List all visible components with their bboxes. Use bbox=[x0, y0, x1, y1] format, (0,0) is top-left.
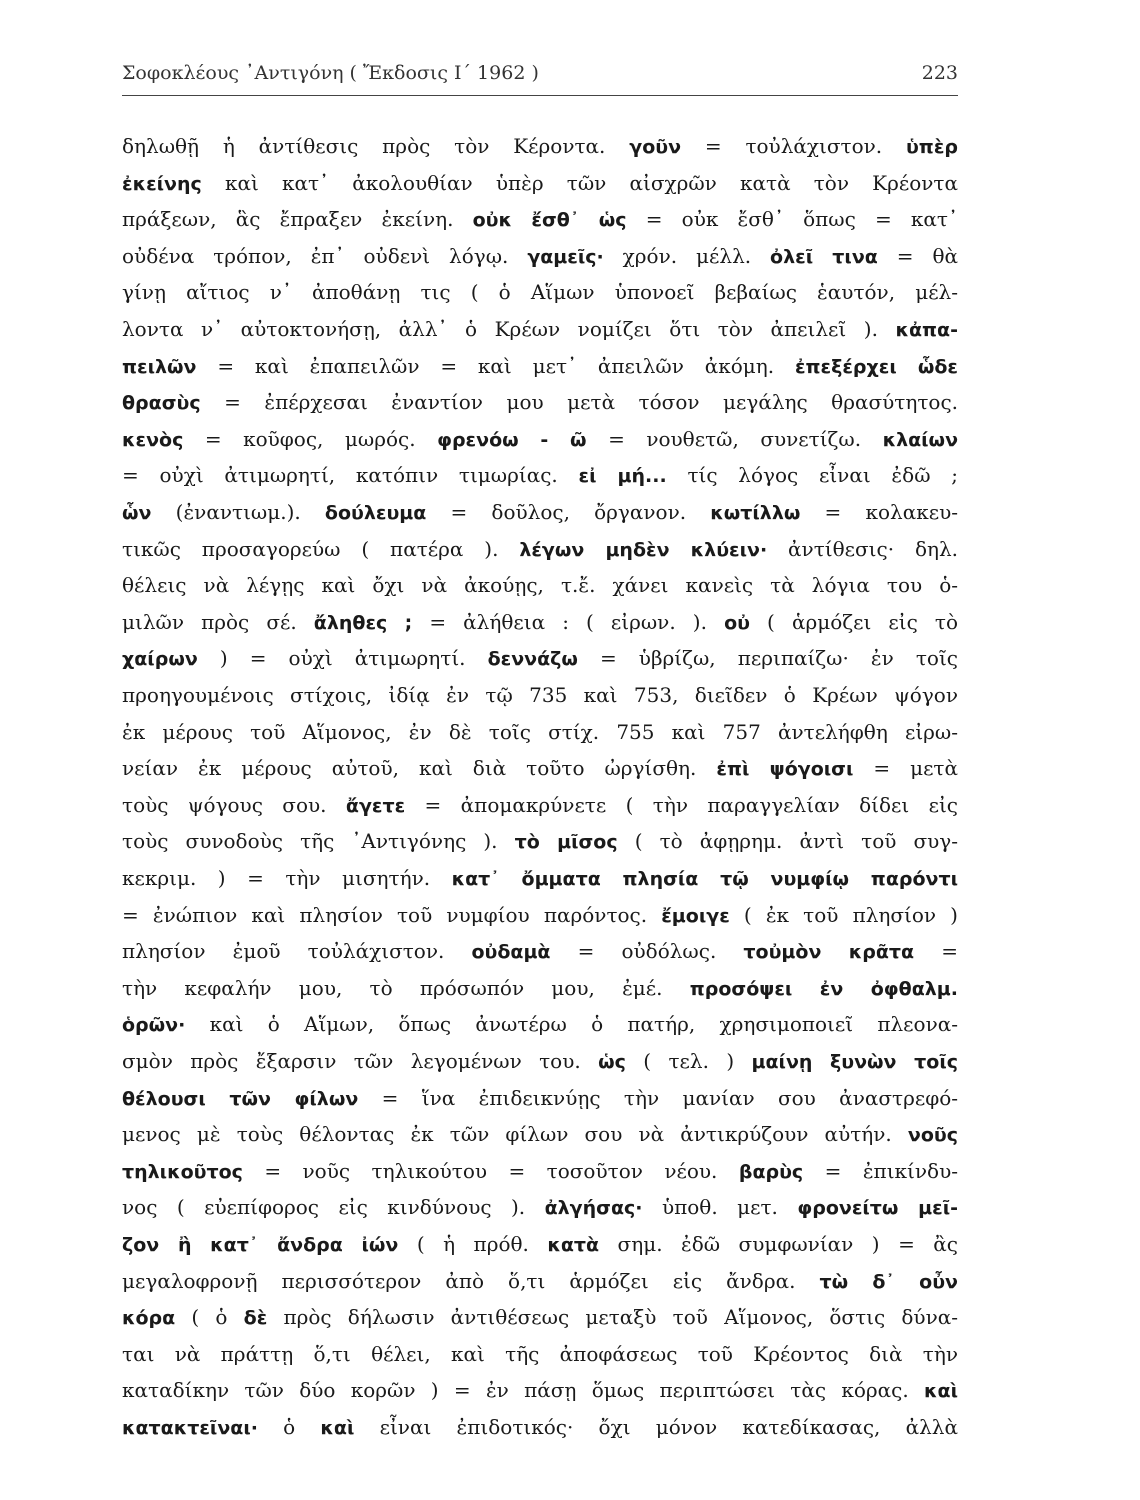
gloss-text: = bbox=[914, 939, 958, 964]
gloss-text: κεκριμ. ) = τὴν μισητήν. bbox=[122, 866, 452, 890]
gloss-text: σμὸν πρὸς ἔξαρσιν τῶν λεγομένων του. bbox=[122, 1049, 599, 1073]
text-line bbox=[122, 1226, 958, 1262]
lemma-term: θέλουσι τῶν φίλων bbox=[122, 1087, 359, 1110]
gloss-text: (ἐναντιωμ.). bbox=[151, 500, 325, 524]
gloss-text: τοὺς συνοδοὺς τῆς ᾿Αντιγόνης ). bbox=[122, 829, 515, 854]
gloss-text: προηγουμένοις στίχοις, ἰδίᾳ ἐν τῷ 735 καὶ 753, διεῖδεν ὁ Κρέων ψόγον bbox=[122, 683, 958, 707]
gloss-text: θέλεις νὰ λέγῃς καὶ ὄχι νὰ ἀκούῃς, τ.ἔ. χάνει κανεὶς τὰ λόγια του ὁ- bbox=[122, 573, 958, 598]
gloss-text: ὁ bbox=[257, 1415, 321, 1439]
text-line bbox=[122, 1336, 958, 1372]
text-line bbox=[122, 823, 958, 859]
gloss-text: = ἐπέρχεσαι ἐναντίον μου μετὰ τόσον μεγάλης θρασύτητος. bbox=[200, 390, 958, 415]
gloss-text: ( ἐκ τοῦ πλησίον ) bbox=[729, 902, 958, 927]
lemma-term: ἐπεξέρχει ὧδε bbox=[794, 355, 958, 378]
lemma-term: ἐκείνης bbox=[122, 172, 202, 195]
lemma-term: λέγων μηδὲν κλύειν· bbox=[519, 538, 768, 561]
lemma-term: τηλικοῦτος bbox=[122, 1160, 243, 1183]
gloss-text: καταδίκην τῶν δύο κορῶν ) = ἐν πάσῃ ὅμως περιπτώσει τὰς κόρας. bbox=[122, 1378, 925, 1403]
lemma-term: ἔμοιγε bbox=[661, 904, 730, 927]
lemma-term: δούλευμα bbox=[324, 502, 427, 524]
text-line bbox=[122, 1189, 958, 1225]
gloss-text: ( τελ. ) bbox=[625, 1049, 752, 1073]
gloss-text: πρὸς δήλωσιν ἀντιθέσεως μεταξὺ τοῦ Αἵμονος, ὅστις δύνα- bbox=[267, 1305, 958, 1330]
lemma-term: κενὸς bbox=[122, 428, 184, 451]
text-line bbox=[122, 348, 958, 384]
lemma-term: τὸ μῖσος bbox=[514, 831, 618, 854]
text-line bbox=[122, 567, 958, 603]
running-title: Σοφοκλέους ᾿Αντιγόνη ( Ἔκδοσις Ι΄ 1962 ) bbox=[122, 62, 539, 84]
gloss-text: μεγαλοφρονῇ περισσότερον ἀπὸ ὅ,τι ἁρμόζει εἰς ἄνδρα. bbox=[122, 1268, 820, 1293]
gloss-text: εἶναι ἐπιδοτικός· ὄχι μόνον κατεδίκασας, ἀλλὰ bbox=[354, 1415, 958, 1439]
gloss-text: = οὐκ ἔσθ᾿ ὅπως = κατ᾿ bbox=[626, 207, 958, 232]
lemma-term: δὲ bbox=[243, 1307, 268, 1330]
lemma-term: ὡς bbox=[598, 1051, 626, 1073]
text-line bbox=[122, 1116, 958, 1152]
lemma-term: πειλῶν bbox=[122, 355, 197, 378]
lemma-term: εἰ μή... bbox=[578, 465, 667, 488]
lemma-term: μαίνῃ ξυνὼν τοῖς bbox=[751, 1051, 958, 1073]
text-line bbox=[122, 1080, 958, 1116]
gloss-text: σημ. ἐδῶ συμφωνίαν ) = ἂς bbox=[599, 1232, 958, 1256]
lemma-term: καὶ bbox=[320, 1417, 355, 1439]
gloss-text: = ἐπικίνδυ- bbox=[803, 1158, 958, 1183]
lemma-term: κόρα bbox=[122, 1307, 176, 1330]
text-line bbox=[122, 1006, 958, 1042]
gloss-text: ) = οὐχὶ ἀτιμωρητί. bbox=[197, 646, 488, 671]
lemma-term: φρενόω - ῶ bbox=[437, 428, 587, 451]
text-line bbox=[122, 970, 958, 1006]
text-line bbox=[122, 1409, 958, 1445]
text-line bbox=[122, 494, 958, 530]
lemma-term: κλαίων bbox=[882, 428, 958, 451]
gloss-text: μιλῶν πρὸς σέ. bbox=[122, 609, 314, 634]
lemma-term: κατακτεῖναι· bbox=[122, 1417, 258, 1439]
lemma-term: χαίρων bbox=[122, 648, 198, 671]
lemma-term: οὐ bbox=[724, 611, 750, 634]
lemma-term: ἀλγήσας· bbox=[544, 1197, 643, 1220]
running-header bbox=[122, 62, 958, 92]
header-rule bbox=[122, 95, 958, 96]
gloss-text: = ἀπομακρύνετε ( τὴν παραγγελίαν δίδει εἰς bbox=[405, 792, 958, 817]
lemma-term: ὁρῶν· bbox=[122, 1014, 186, 1037]
text-line bbox=[122, 311, 958, 347]
text-line bbox=[122, 1263, 958, 1299]
gloss-text: καὶ κατ᾿ ἀκολουθίαν ὑπὲρ τῶν αἰσχρῶν κατὰ τὸν Κρέοντα bbox=[201, 170, 958, 195]
text-line bbox=[122, 787, 958, 823]
gloss-text: ὑποθ. μετ. bbox=[642, 1195, 798, 1220]
gloss-text: γίνῃ αἴτιος ν᾿ ἀποθάνῃ τις ( ὁ Αἵμων ὑπονοεῖ βεβαίως ἑαυτόν, μέλ- bbox=[122, 280, 958, 305]
text-line bbox=[122, 860, 958, 896]
gloss-text: = μετὰ bbox=[853, 756, 958, 781]
text-line bbox=[122, 238, 958, 274]
text-line bbox=[122, 128, 958, 164]
text-line bbox=[122, 1372, 958, 1408]
text-line bbox=[122, 897, 958, 933]
gloss-text: ἀντίθεσις· δηλ. bbox=[767, 536, 958, 561]
gloss-text: ἐκ μέρους τοῦ Αἵμονος, ἐν δὲ τοῖς στίχ. 755 καὶ 757 ἀντελήφθη εἰρω- bbox=[122, 719, 958, 744]
lemma-term: ὀλεῖ τινα bbox=[770, 245, 878, 268]
gloss-text: ( τὸ ἀφῃρημ. ἀντὶ τοῦ συγ- bbox=[617, 829, 958, 854]
lemma-term: τοὐμὸν κρᾶτα bbox=[743, 941, 915, 964]
lemma-term: βαρὺς bbox=[738, 1160, 804, 1183]
lemma-term: κατὰ bbox=[547, 1234, 600, 1256]
gloss-text: πλησίον ἐμοῦ τοὐλάχιστον. bbox=[122, 939, 472, 964]
gloss-text: = νουθετῶ, συνετίζω. bbox=[586, 426, 883, 451]
lemma-term: ὑπὲρ bbox=[905, 136, 958, 158]
gloss-text: χρόν. μέλλ. bbox=[603, 243, 771, 268]
text-line bbox=[122, 531, 958, 567]
gloss-text: = νοῦς τηλικούτου = τοσοῦτον νέου. bbox=[242, 1158, 739, 1183]
text-line bbox=[122, 274, 958, 310]
text-line bbox=[122, 165, 958, 201]
lemma-term: φρονείτω μεῖ- bbox=[797, 1197, 958, 1220]
gloss-text: = κολακευ- bbox=[800, 500, 958, 524]
lemma-term: κατ᾿ ὄμματα πλησία τῷ νυμφίῳ παρόντι bbox=[451, 868, 958, 890]
gloss-text: ( ὁ bbox=[175, 1305, 244, 1330]
lemma-term: ὧν bbox=[122, 502, 152, 524]
lemma-term: γαμεῖς· bbox=[527, 245, 604, 268]
lemma-term: οὐκ ἔσθ᾿ ὡς bbox=[472, 209, 627, 232]
gloss-text: πράξεων, ἃς ἔπραξεν ἐκείνη. bbox=[122, 207, 473, 232]
lemma-term: ἐπὶ ψόγοισι bbox=[716, 758, 854, 781]
gloss-text: = οὐδόλως. bbox=[550, 939, 744, 964]
gloss-text: τίς λόγος εἶναι ἐδῶ ; bbox=[666, 463, 958, 488]
gloss-text: λοντα ν᾿ αὐτοκτονήσῃ, ἀλλ᾿ ὁ Κρέων νομίζει ὅτι τὸν ἀπειλεῖ ). bbox=[122, 317, 896, 341]
gloss-text: ( ἁρμόζει εἰς τὸ bbox=[749, 609, 958, 634]
gloss-text: τικῶς προσαγορεύω ( πατέρα ). bbox=[122, 536, 520, 561]
gloss-text: = καὶ ἐπαπειλῶν = καὶ μετ᾿ ἀπειλῶν ἀκόμη. bbox=[196, 353, 795, 378]
gloss-text: = ἵνα ἐπιδεικνύῃς τὴν μανίαν σου ἀναστρεφό- bbox=[358, 1085, 958, 1110]
page-number: 223 bbox=[921, 62, 958, 84]
gloss-text: = ἀλήθεια : ( εἰρων. ). bbox=[412, 609, 725, 634]
lemma-term: οὐδαμὰ bbox=[471, 941, 551, 964]
gloss-text: = δοῦλος, ὄργανον. bbox=[426, 500, 711, 524]
gloss-text: = τοὐλάχιστον. bbox=[681, 134, 906, 158]
text-line bbox=[122, 201, 958, 237]
text-line bbox=[122, 714, 958, 750]
lemma-term: ἄγετε bbox=[345, 794, 406, 817]
lemma-term: ζον ἢ κατ᾿ ἄνδρα ἰών bbox=[122, 1234, 399, 1256]
lemma-term: καὶ bbox=[924, 1380, 958, 1403]
lemma-term: δεννάζω bbox=[487, 648, 578, 671]
gloss-text: τοὺς ψόγους σου. bbox=[122, 792, 346, 817]
lemma-term: νοῦς bbox=[907, 1124, 958, 1147]
text-line bbox=[122, 677, 958, 713]
text-line bbox=[122, 640, 958, 676]
lemma-term: ἄληθες ; bbox=[313, 611, 413, 634]
text-line bbox=[122, 457, 958, 493]
text-line bbox=[122, 421, 958, 457]
gloss-text: οὐδένα τρόπον, ἐπ᾿ οὐδενὶ λόγῳ. bbox=[122, 243, 528, 268]
gloss-text: = ἐνώπιον καὶ πλησίον τοῦ νυμφίου παρόντος. bbox=[122, 902, 662, 927]
gloss-text: = οὐχὶ ἀτιμωρητί, κατόπιν τιμωρίας. bbox=[122, 463, 579, 488]
lemma-term: προσόψει ἐν ὀφθαλμ. bbox=[689, 977, 958, 1000]
gloss-text: καὶ ὁ Αἵμων, ὅπως ἀνωτέρω ὁ πατήρ, χρησιμοποιεῖ πλεονα- bbox=[185, 1012, 958, 1037]
gloss-text: = θὰ bbox=[877, 243, 958, 268]
gloss-text: νείαν ἐκ μέρους αὐτοῦ, καὶ διὰ τοῦτο ὠργίσθη. bbox=[122, 756, 717, 781]
gloss-text: ται νὰ πράττῃ ὅ,τι θέλει, καὶ τῆς ἀποφάσεως τοῦ Κρέοντος διὰ τὴν bbox=[122, 1341, 958, 1366]
gloss-text: νος ( εὐεπίφορος εἰς κινδύνους ). bbox=[122, 1195, 545, 1220]
lemma-term: κἀπα- bbox=[895, 319, 958, 341]
text-line bbox=[122, 1299, 958, 1335]
gloss-text: δηλωθῇ ἡ ἀντίθεσις πρὸς τὸν Κέροντα. bbox=[122, 134, 630, 158]
text-line bbox=[122, 1043, 958, 1079]
gloss-text: ( ἡ πρόθ. bbox=[398, 1232, 548, 1256]
gloss-text: τὴν κεφαλήν μου, τὸ πρόσωπόν μου, ἐμέ. bbox=[122, 975, 690, 1000]
text-line bbox=[122, 750, 958, 786]
gloss-text: = ὑβρίζω, περιπαίζω· ἐν τοῖς bbox=[577, 646, 958, 671]
text-line bbox=[122, 384, 958, 420]
text-line bbox=[122, 933, 958, 969]
lemma-term: θρασὺς bbox=[122, 392, 201, 415]
lemma-term: γοῦν bbox=[629, 136, 682, 158]
lemma-term: τὼ δ᾿ οὖν bbox=[819, 1270, 958, 1293]
gloss-text: μενος μὲ τοὺς θέλοντας ἐκ τῶν φίλων σου νὰ ἀντικρύζουν αὐτήν. bbox=[122, 1122, 908, 1147]
text-line bbox=[122, 1153, 958, 1189]
text-line bbox=[122, 604, 958, 640]
gloss-text: = κοῦφος, μωρός. bbox=[183, 426, 438, 451]
lemma-term: κωτίλλω bbox=[710, 502, 801, 524]
